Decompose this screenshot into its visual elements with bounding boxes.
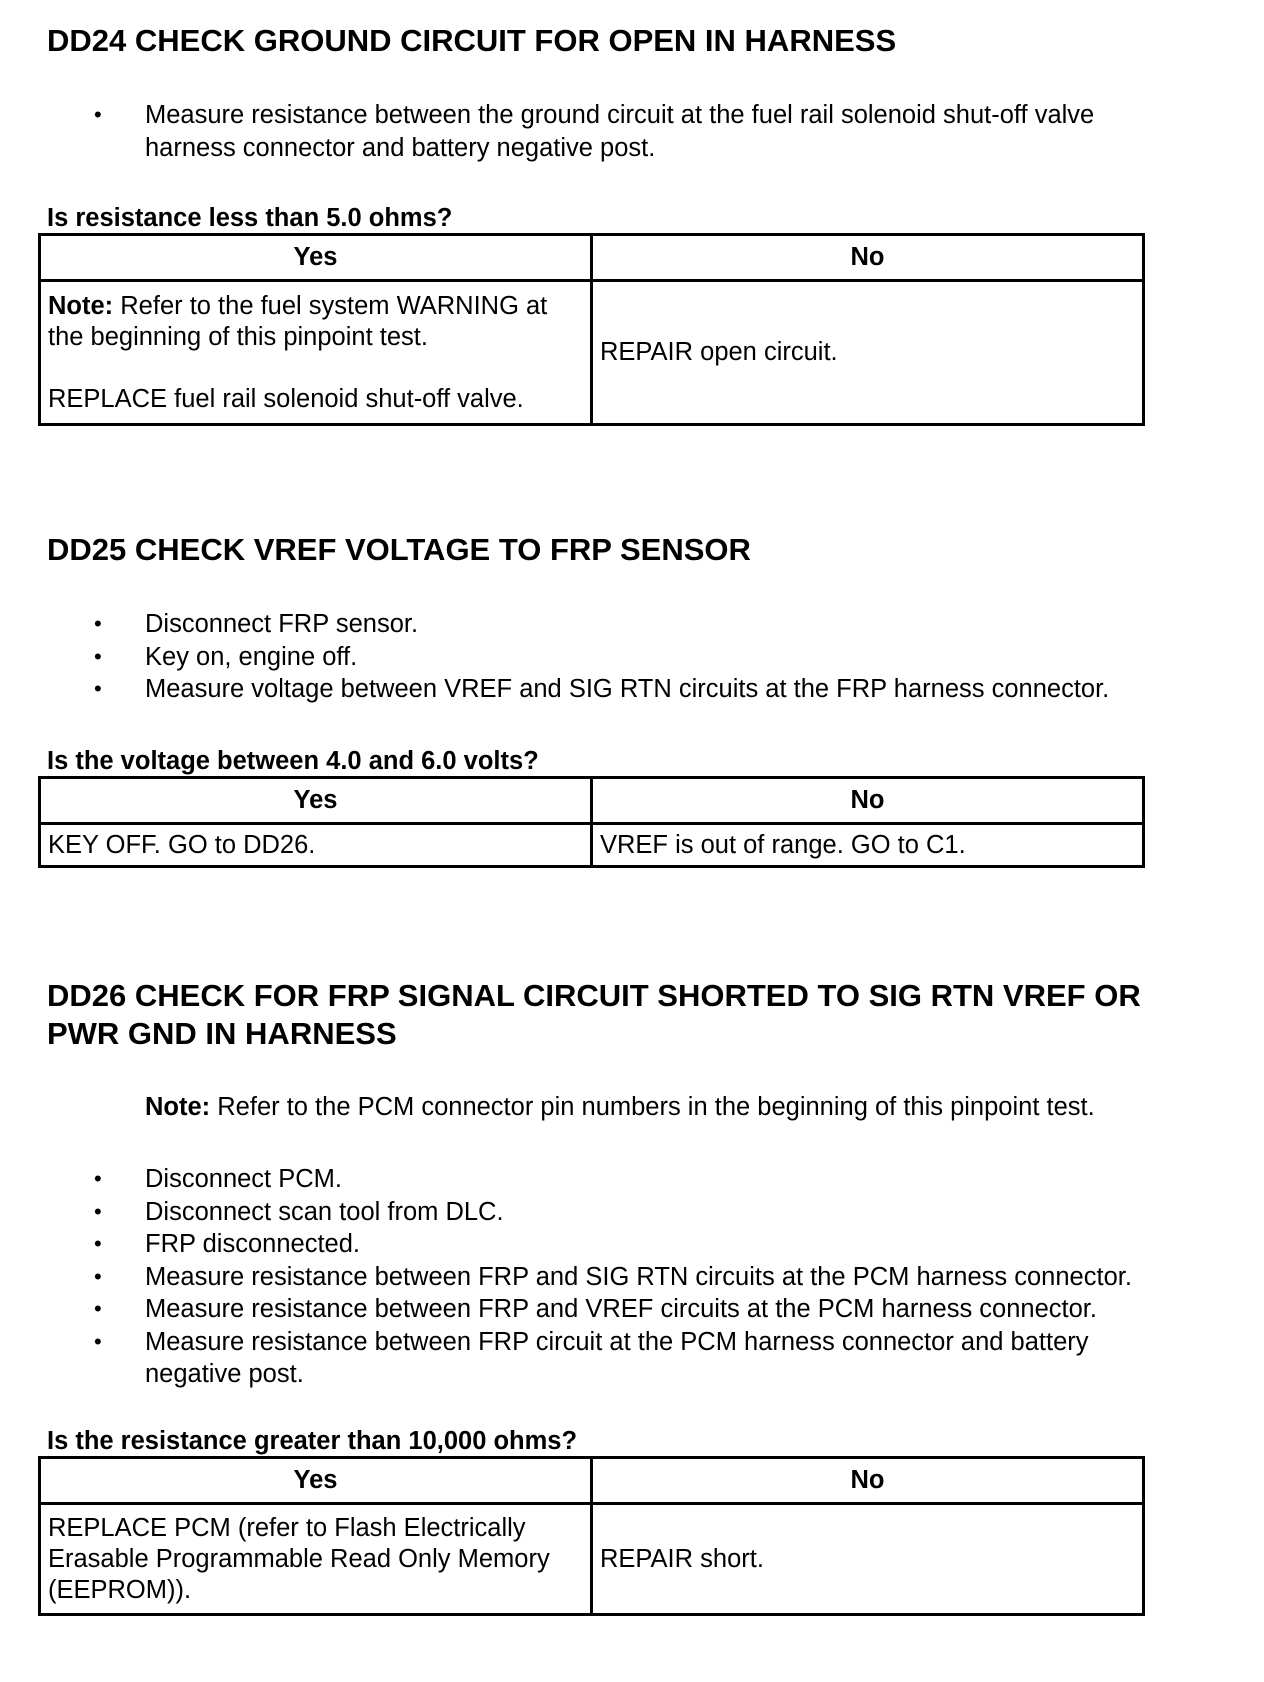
yes-cell <box>40 281 592 425</box>
section-dd26 <box>47 977 1227 1053</box>
dd25-question-block <box>47 746 1227 859</box>
bullet-icon: • <box>94 1328 102 1354</box>
section-dd24 <box>47 22 1227 60</box>
step-item: • Disconnect PCM. <box>47 1163 1227 1196</box>
step-list <box>47 608 1227 706</box>
step-list <box>47 1163 1227 1391</box>
step-item: • Disconnect FRP sensor. <box>47 608 1227 641</box>
section-title: DD26 CHECK FOR FRP SIGNAL CIRCUIT SHORTED TO SIG RTN VREF OR PWR GND IN HARNESS <box>47 978 1141 1051</box>
step-item: • Disconnect scan tool from DLC. <box>47 1196 1227 1229</box>
no-header: No <box>592 1458 1144 1504</box>
yes-no-table <box>38 233 1145 426</box>
dd26-question-block <box>47 1426 1227 1604</box>
step-item: • Measure resistance between FRP circuit at the PCM harness connector and battery negative post. <box>94 1327 1089 1388</box>
yes-cell: KEY OFF. GO to DD26. <box>40 824 592 867</box>
step-item: • Measure resistance between FRP and VREF circuits at the PCM harness connector. <box>47 1293 1227 1326</box>
step-item: • Key on, engine off. <box>47 641 1227 674</box>
yes-note: Note: Refer to the fuel system WARNING at the beginning of this pinpoint test. <box>48 291 548 351</box>
question-text: Is the resistance greater than 10,000 ohms? <box>47 1427 578 1455</box>
bullet-icon: • <box>94 1296 102 1321</box>
bullet-icon: • <box>94 676 102 701</box>
bullet-icon: • <box>94 1231 102 1256</box>
dd26-note <box>47 1091 1227 1123</box>
bullet-icon: • <box>94 1198 102 1224</box>
bullet-icon: • <box>94 102 102 127</box>
section-title: DD24 CHECK GROUND CIRCUIT FOR OPEN IN HARNESS <box>47 23 897 58</box>
step-item: • Measure resistance between the ground circuit at the fuel rail solenoid shut-off valve harness connector and battery negative post. <box>94 101 1095 162</box>
note-text: Note: Refer to the PCM connector pin numbers in the beginning of this pinpoint test. <box>145 1093 1095 1121</box>
bullet-icon: • <box>94 1166 102 1191</box>
bullet-icon: • <box>94 643 102 669</box>
section-dd25 <box>47 531 1227 569</box>
dd24-steps <box>47 99 1227 164</box>
section-title: DD25 CHECK VREF VOLTAGE TO FRP SENSOR <box>47 532 751 567</box>
yes-header: Yes <box>40 1458 592 1504</box>
yes-cell: REPLACE PCM (refer to Flash Electrically Erasable Programmable Read Only Memory (EEPROM)). <box>40 1504 592 1615</box>
bullet-icon: • <box>94 611 102 636</box>
step-list <box>47 99 1227 164</box>
yes-action: REPLACE fuel rail solenoid shut-off valve. <box>48 384 524 413</box>
no-header: No <box>592 235 1144 281</box>
bullet-icon: • <box>94 1263 102 1289</box>
no-header: No <box>592 778 1144 824</box>
dd25-steps <box>47 608 1227 706</box>
yes-no-table <box>38 1456 1145 1616</box>
step-item: • Measure resistance between FRP and SIG RTN circuits at the PCM harness connector. <box>47 1261 1227 1294</box>
yes-no-table <box>38 776 1145 868</box>
dd24-question-block <box>47 203 1227 413</box>
no-cell: REPAIR open circuit. <box>592 281 1144 425</box>
step-item: • FRP disconnected. <box>47 1228 1227 1261</box>
step-item: • Measure voltage between VREF and SIG RTN circuits at the FRP harness connector. <box>47 673 1227 706</box>
question-text: Is the voltage between 4.0 and 6.0 volts? <box>47 747 539 775</box>
yes-header: Yes <box>40 235 592 281</box>
no-cell: VREF is out of range. GO to C1. <box>592 824 1144 867</box>
no-cell: REPAIR short. <box>592 1504 1144 1615</box>
question-text: Is resistance less than 5.0 ohms? <box>47 204 453 232</box>
yes-header: Yes <box>40 778 592 824</box>
dd26-steps <box>47 1163 1227 1391</box>
